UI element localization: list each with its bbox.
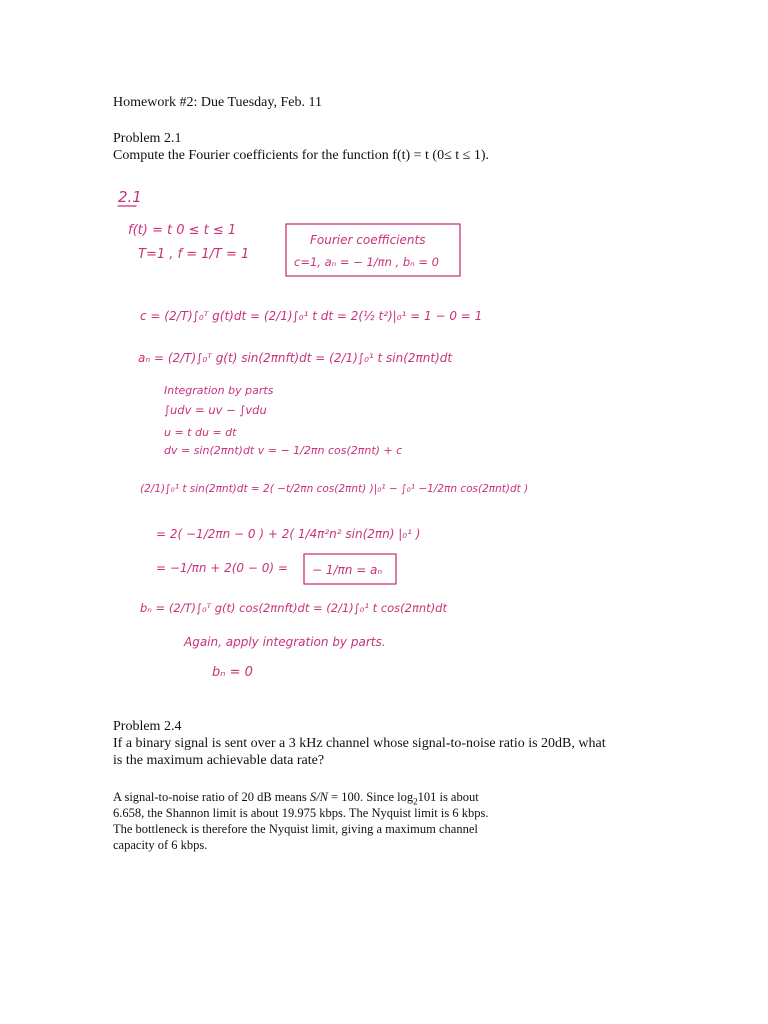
hw-dv-line: dv = sin(2πnt)dt v = − 1/2πn cos(2πnt) + c bbox=[164, 444, 403, 457]
hw-u-line: u = t du = dt bbox=[164, 426, 237, 439]
problem-2-4-question-line-1: If a binary signal is sent over a 3 kHz channel whose signal-to-noise ratio is 20dB, what bbox=[113, 736, 606, 751]
problem-2-4-question-line-2: is the maximum achievable data rate? bbox=[113, 753, 325, 768]
answer-line-4: capacity of 6 kbps. bbox=[113, 838, 208, 852]
hw-bn-result: bₙ = 0 bbox=[212, 665, 253, 680]
answer-line-1-a: A signal-to-noise ratio of 20 dB means bbox=[113, 790, 310, 804]
hw-an-equation: aₙ = (2/T)∫₀ᵀ g(t) sin(2πnft)dt = (2/1)∫₀¹ t sin(2πnt)dt bbox=[138, 351, 453, 365]
problem-2-4-title: Problem 2.4 bbox=[113, 719, 182, 734]
hw-bn-equation: bₙ = (2/T)∫₀ᵀ g(t) cos(2πnft)dt = (2/1)∫₀¹ t cos(2πnt)dt bbox=[140, 601, 447, 615]
answer-line-2: 6.658, the Shannon limit is about 19.975 kbps. The Nyquist limit is 6 kbps. bbox=[113, 806, 489, 820]
hw-step-1: (2/1)∫₀¹ t sin(2πnt)dt = 2( −t/2πn cos(2πnt) )|₀¹ − ∫₀¹ −1/2πn cos(2πnt)dt ) bbox=[140, 483, 528, 495]
answer-sn: S/N bbox=[309, 790, 328, 804]
homework-header: Homework #2: Due Tuesday, Feb. 11 bbox=[113, 95, 322, 110]
problem-2-1-question: Compute the Fourier coefficients for the function f(t) = t (0≤ t ≤ 1). bbox=[113, 148, 490, 163]
hw-ibp-formula: ∫udv = uv − ∫vdu bbox=[164, 403, 267, 417]
hw-again-note: Again, apply integration by parts. bbox=[184, 635, 386, 649]
hw-step-3: = −1/πn + 2(0 − 0) = bbox=[156, 561, 288, 575]
answer-line-1-b: = 100. Since log bbox=[327, 790, 414, 804]
hw-an-result: − 1/πn = aₙ bbox=[312, 563, 383, 577]
answer-line-1-c: 101 is about bbox=[417, 790, 479, 804]
hw-step-2: = 2( −1/2πn − 0 ) + 2( 1/4π²n² sin(2πn) |₀¹ ) bbox=[156, 527, 421, 541]
hw-c-equation: c = (2/T)∫₀ᵀ g(t)dt = (2/1)∫₀¹ t dt = 2(½ t²)|₀¹ = 1 − 0 = 1 bbox=[140, 309, 483, 323]
answer-log-base: 2 bbox=[413, 796, 418, 807]
problem-2-1-title: Problem 2.1 bbox=[113, 131, 182, 146]
hw-ibp-title: Integration by parts bbox=[164, 384, 274, 397]
hw-label: 2.1 bbox=[118, 188, 142, 206]
hw-given-2: T=1 , f = 1/T = 1 bbox=[138, 247, 250, 262]
hw-box-line: c=1, aₙ = − 1/πn , bₙ = 0 bbox=[294, 255, 439, 269]
answer-line-3: The bottleneck is therefore the Nyquist limit, giving a maximum channel bbox=[113, 822, 478, 836]
hw-box-title: Fourier coefficients bbox=[310, 233, 426, 247]
handwritten-solution-scan bbox=[108, 180, 528, 700]
hw-given-1: f(t) = t 0 ≤ t ≤ 1 bbox=[128, 223, 237, 238]
